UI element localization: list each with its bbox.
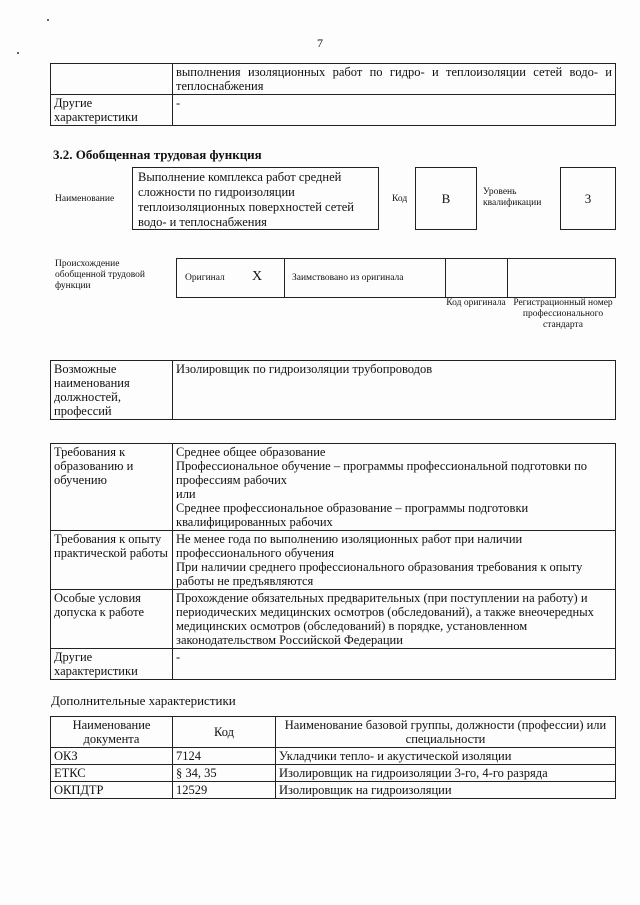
table-row xyxy=(51,748,616,765)
req-exp-line: Не менее года по выполнению изоляционных работ при наличии профессионального обучения xyxy=(176,532,523,560)
req-edu-value xyxy=(173,444,616,531)
add-cell-doc: ОКПДТР xyxy=(51,782,173,799)
page-number: 7 xyxy=(317,36,323,50)
top-table-empty-cell xyxy=(51,64,173,95)
add-header-doc: Наименование документа xyxy=(51,717,173,748)
positions-table xyxy=(50,360,616,420)
top-table xyxy=(50,63,616,126)
requirements-table xyxy=(50,443,616,680)
add-cell-name: Укладчики тепло- и акустической изоляции xyxy=(276,748,616,765)
add-header-code: Код xyxy=(173,717,276,748)
additional-table xyxy=(50,716,616,799)
section-title: 3.2. Обобщенная трудовая функция xyxy=(53,147,262,162)
add-cell-code: 7124 xyxy=(173,748,276,765)
scan-speck xyxy=(47,19,49,21)
req-special-label: Особые условия допуска к работе xyxy=(51,590,173,649)
func-name-label: Наименование xyxy=(55,194,115,204)
origin-original: Оригинал xyxy=(185,273,225,283)
origin-box xyxy=(176,258,616,298)
func-level-label: Уровень квалификации xyxy=(483,187,542,208)
req-edu-line: Среднее профессиональное образование – программы подготовки квалифицированных рабочих xyxy=(176,501,529,529)
top-table-other-value: - xyxy=(173,95,616,126)
req-other-value: - xyxy=(173,649,616,680)
scan-speck xyxy=(17,52,19,54)
req-edu-label: Требования к образованию и обучению xyxy=(51,444,173,531)
req-exp-label: Требования к опыту практической работы xyxy=(51,531,173,590)
origin-divider xyxy=(507,259,508,297)
req-special-value: Прохождение обязательных предварительных (при поступлении на работу) и периодических медицинских осмотров (обследований), а также внеочередных медицинских осмотров (обследований) в порядке, установленном законодательством Российской Федерации xyxy=(173,590,616,649)
func-code-value: B xyxy=(415,167,477,230)
add-cell-doc: ОКЗ xyxy=(51,748,173,765)
func-name-value: Выполнение комплекса работ средней сложности по гидроизоляции теплоизоляционных поверхностей сетей водо- и теплоснабжения xyxy=(132,167,379,230)
req-edu-line: или xyxy=(176,487,196,501)
top-table-other-label: Другие характеристики xyxy=(51,95,173,126)
req-exp-value xyxy=(173,531,616,590)
add-cell-name: Изолировщик на гидроизоляции 3-го, 4-го разряда xyxy=(276,765,616,782)
origin-borrowed: Заимствовано из оригинала xyxy=(292,273,404,283)
origin-label: Происхождение обобщенной трудовой функции xyxy=(55,259,145,291)
table-row xyxy=(51,765,616,782)
origin-code-caption: Код оригинала xyxy=(446,298,506,308)
req-exp-line: При наличии среднего профессионального образования требования к опыту работы не предъявляются xyxy=(176,560,583,588)
req-other-label: Другие характеристики xyxy=(51,649,173,680)
origin-divider xyxy=(445,259,446,297)
func-code-label: Код xyxy=(392,194,408,204)
add-cell-code: 12529 xyxy=(173,782,276,799)
positions-label: Возможные наименования должностей, профессий xyxy=(51,361,173,420)
add-cell-code: § 34, 35 xyxy=(173,765,276,782)
origin-reg-caption: Регистрационный номер профессионального стандарта xyxy=(513,298,613,330)
table-row xyxy=(51,782,616,799)
func-level-value: 3 xyxy=(560,167,616,230)
req-edu-line: Среднее общее образование xyxy=(176,445,326,459)
req-edu-line: Профессиональное обучение – программы профессиональной подготовки по профессиям рабочих xyxy=(176,459,588,487)
add-cell-name: Изолировщик на гидроизоляции xyxy=(276,782,616,799)
origin-mark: X xyxy=(252,269,263,284)
origin-divider xyxy=(284,259,285,297)
positions-value: Изолировщик по гидроизоляции трубопроводов xyxy=(173,361,616,420)
add-header-name: Наименование базовой группы, должности (профессии) или специальности xyxy=(276,717,616,748)
additional-title: Дополнительные характеристики xyxy=(51,693,236,708)
add-cell-doc: ЕТКС xyxy=(51,765,173,782)
top-table-cont-text: выполнения изоляционных работ по гидро- и теплоизоляции сетей водо- и теплоснабжения xyxy=(173,64,616,95)
